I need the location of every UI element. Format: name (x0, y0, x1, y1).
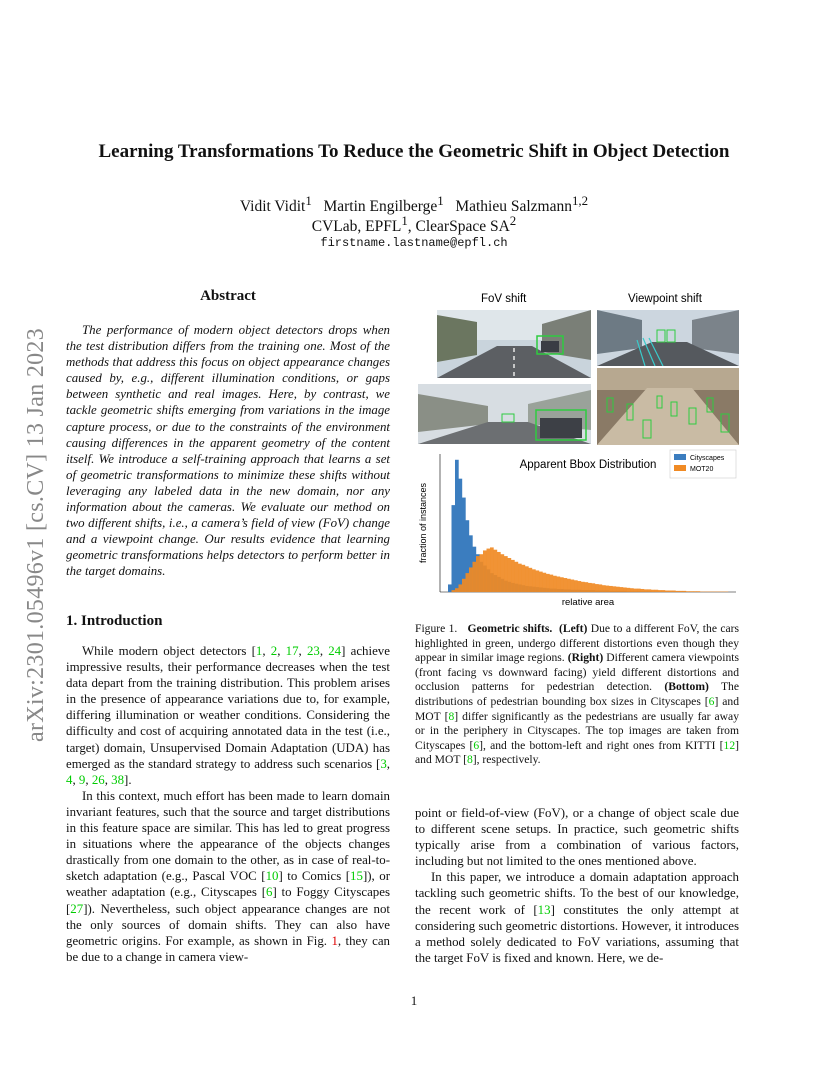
histogram-bar (602, 585, 606, 592)
legend-swatch-cityscapes (674, 454, 686, 460)
histogram-bar (459, 584, 463, 592)
histogram-bar (557, 577, 561, 592)
histogram-bar (529, 568, 533, 592)
author-sup: 1 (437, 193, 444, 208)
citation-link[interactable]: 8 (448, 709, 455, 723)
histogram-bar (480, 554, 484, 592)
histogram-bar (641, 589, 645, 592)
citation-link[interactable]: 17 (285, 644, 299, 658)
arxiv-stamp: arXiv:2301.05496v1 [cs.CV] 13 Jan 2023 (23, 327, 49, 742)
citation-link[interactable]: 12 (723, 738, 736, 752)
figure-link[interactable]: 1 (331, 933, 338, 948)
histogram-bar (686, 591, 690, 592)
chart-title: Apparent Bbox Distribution (519, 459, 657, 471)
histogram-bar (504, 556, 508, 592)
text-run: ], respectively. (472, 753, 541, 767)
text-run: ] and MOT [ (415, 694, 739, 723)
citation-link[interactable]: 23 (306, 644, 320, 658)
right-column-body (415, 805, 739, 966)
citation-link[interactable]: 6 (708, 694, 715, 708)
histogram-bar (648, 589, 652, 592)
histogram-bar (634, 589, 638, 592)
histogram-bar (522, 565, 526, 592)
histogram-bar (473, 562, 477, 592)
citation-link[interactable]: 1 (255, 644, 263, 658)
histogram-bar (651, 590, 655, 592)
citation-link[interactable]: 10 (265, 869, 279, 884)
text-run: , they can be due to a change in camera view- (66, 933, 390, 964)
histogram-bar (665, 590, 669, 592)
histogram-bar (620, 587, 624, 592)
histogram-bar (532, 569, 536, 592)
text-run: While modern object detectors [ (82, 644, 256, 658)
x-axis-label: relative area (561, 597, 615, 608)
legend-label-cityscapes: Cityscapes (690, 455, 725, 462)
histogram-bar (539, 572, 543, 592)
abstract-heading: Abstract (200, 288, 256, 304)
histogram-bar (676, 591, 680, 592)
histogram-bar (452, 590, 456, 592)
page-number: 1 (410, 993, 418, 1008)
affiliation-sup: 1 (401, 213, 408, 228)
text-run: In this context, much effort has been made to learn domain invariant features, such that the source and target distributions in this feature space are similar. This has led to great progress in situations where the appearance of the objects changes drastically from one domain to the other, as in case of real-to-sketch adaptation (e.g., Pascal VOC [ (66, 788, 390, 884)
histogram-bar (606, 586, 610, 592)
citation-link[interactable]: 6 (265, 885, 273, 900)
histogram-bar (581, 582, 585, 592)
histogram-bar (567, 579, 571, 592)
histogram-bar (515, 562, 519, 592)
histogram-bar (690, 591, 694, 592)
text-run: Due to a different FoV, the cars highlighted in green, undergo different distortions even though they appear in similar image regions. (415, 622, 739, 665)
street-photo-top-left (437, 310, 591, 378)
citation-link[interactable]: 27 (70, 901, 84, 916)
bbox-distribution-chart (418, 448, 740, 610)
text-run: ] constitutes the only attempt at considering such geometric distortions. However, it introduces a method solely dedicated to FoV variations, assuming that the target FoV is fixed and known. Here, we de- (415, 902, 740, 965)
legend-label-mot20: MOT20 (690, 466, 714, 473)
text-run: ] and MOT [ (415, 738, 739, 767)
histogram-bar (448, 584, 452, 592)
series-mot20 (452, 547, 729, 592)
text-run: Different camera viewpoints (front facing vs downward facing) yield different distortions and occlusion patterns for pedestrian detection. (415, 651, 739, 694)
histogram-bar (637, 589, 641, 592)
histogram-bar (616, 587, 620, 592)
histogram-bar (483, 550, 487, 592)
histogram-bar (655, 590, 659, 592)
histogram-bar (490, 547, 494, 592)
histogram-bar (476, 556, 480, 592)
abstract-body (66, 322, 390, 580)
histogram-bar (672, 590, 676, 592)
histogram-bar (501, 554, 505, 592)
figure-caption (415, 622, 739, 768)
paper-title: Learning Transformations To Reduce the Geometric Shift in Object Detection (98, 141, 730, 162)
citation-link[interactable]: 24 (328, 644, 342, 658)
author-sup: 1 (305, 193, 312, 208)
histogram-bar (588, 583, 592, 592)
histogram-bar (693, 591, 697, 592)
text-run: ]). Nevertheless, such object appearance changes are not the only sources of domain shifts. They can also have geometric origins. For example, as shown in Fig. (66, 901, 390, 948)
histogram-bar (669, 590, 673, 592)
histogram-bar (679, 591, 683, 592)
histogram-bar (469, 567, 473, 592)
histogram-bar (560, 577, 564, 592)
street-photo-top-right (597, 310, 739, 366)
legend-swatch-mot20 (674, 465, 686, 471)
caption-tag: (Right) (567, 651, 604, 665)
caption-tag: (Left) (559, 622, 588, 635)
text-run: ] to Foggy Cityscapes [ (66, 885, 390, 916)
abstract-text: The performance of modern object detectors drops when the test distribution differs from the training one. Most of the methods that address this focus on object appearance changes caused by, e.g., different illumination conditions, or gaps between synthetic and real images. Here, by contrast, we tackle geometric shifts emerging from variations in the image capture process, or due to the constraints of the environment causing differences in the apparent geometry of the content itself. We introduce a self-training approach that learns a set of geometric transformations to minimize these shifts without leveraging any labeled data in the new domain, nor any information about the cameras. We evaluate our method on two different shifts, i.e., a camera’s field of view (FoV) change and a viewpoint change. Our results evidence that learning geometric transformations helps detectors to perform better in the target domains. (66, 323, 390, 579)
citation-link[interactable]: 2 (270, 644, 278, 658)
intro-body (66, 643, 390, 965)
citation-link[interactable]: 8 (466, 753, 473, 767)
citation-link[interactable]: 15 (350, 869, 363, 884)
histogram-bar (697, 591, 701, 592)
histogram-bar (487, 549, 491, 592)
author-name: Martin Engilberge (323, 198, 438, 216)
citation-link[interactable]: 38 (111, 772, 125, 787)
section-heading-introduction: 1. Introduction (66, 613, 163, 629)
affiliation-company: ClearSpace SA (415, 218, 510, 236)
histogram-bar (459, 479, 463, 592)
histogram-bar (553, 576, 557, 592)
text-run: ]. (124, 772, 132, 787)
histogram-bar (623, 587, 627, 592)
histogram-bar (543, 573, 547, 592)
caption-title: Geometric shifts. (467, 622, 553, 635)
citation-link[interactable]: 6 (473, 738, 480, 752)
histogram-bar (455, 460, 459, 592)
citation-link[interactable]: 3 (380, 756, 387, 771)
histogram-bar (609, 586, 613, 592)
text-run: ] to Comics [ (278, 869, 351, 884)
right-paragraph-2 (415, 869, 739, 966)
histogram-bar (508, 558, 512, 592)
author-name: Vidit Vidit (239, 198, 306, 216)
histogram-bar (564, 578, 568, 592)
histogram-bar (518, 564, 522, 592)
intro-paragraph-2 (66, 788, 390, 965)
histogram-bar (497, 552, 501, 592)
citation-link[interactable]: 9 (78, 772, 86, 787)
histogram-bar (592, 583, 596, 592)
author-sup: 1,2 (571, 193, 589, 208)
histogram-bar (574, 580, 578, 592)
histogram-bar (546, 574, 550, 592)
street-photo-bottom-left (418, 384, 591, 444)
histogram-bar (494, 550, 498, 592)
histogram-bar (658, 590, 662, 592)
histogram-bar (599, 584, 603, 592)
text-run: ]), or weather adaptation (e.g., Cityscapes [ (66, 869, 391, 900)
affiliation-lab: CVLab, EPFL (311, 218, 402, 236)
y-axis-label: fraction of instances (418, 482, 428, 564)
histogram-bar (644, 589, 648, 592)
histogram-bar (511, 560, 515, 592)
text-run: The distributions of pedestrian bounding box sizes in Cityscapes [ (415, 680, 740, 708)
histogram-bar (462, 498, 466, 592)
mall-photo (597, 368, 739, 445)
citation-link[interactable]: 4 (66, 772, 73, 787)
text-run: ] achieve impressive results, their performance decreases when the test data depart from the training distribution. This problem arises in the presence of appearance variations due to, for example, differing illumination or weather conditions. Considering the difficulty and cost of acquiring annotated data in the test (i.e., target) domain, Unsupervised Domain Adaptation (UDA) has emerged as the standard strategy to address such scenarios [ (66, 644, 390, 771)
histogram-bar (578, 581, 582, 592)
figure-label-fov: FoV shift (481, 293, 527, 305)
caption-tag: (Bottom) (664, 680, 709, 694)
caption-prefix: Figure 1. (415, 622, 458, 635)
histogram-bar (571, 580, 575, 592)
author-email: firstname.lastname@epfl.ch (320, 236, 508, 250)
histogram-bar (462, 579, 466, 592)
histogram-bar (613, 586, 617, 592)
text-run: In this paper, we introduce a domain adaptation approach tackling such geometric shifts. To the best of our knowledge, the recent work of [ (415, 870, 739, 917)
histogram-bar (627, 588, 631, 592)
chart-legend (670, 450, 736, 478)
right-paragraph-1: point or field-of-view (FoV), or a change of object scale due to different scene setups. In practice, such geometric shifts typically arise from a combination of various factors, including but not limited to the ones mentioned above. (415, 806, 739, 869)
citation-link[interactable]: 13 (537, 902, 551, 917)
author-name: Mathieu Salzmann (455, 198, 572, 216)
histogram-bar (536, 570, 540, 592)
histogram-bar (525, 566, 529, 592)
affiliation-sep: , (407, 218, 416, 236)
citation-link[interactable]: 26 (91, 772, 105, 787)
histogram-bar (455, 588, 459, 592)
figure-label-viewpoint: Viewpoint shift (628, 293, 702, 305)
histogram-bar (630, 588, 634, 592)
affiliation-sup: 2 (509, 213, 517, 228)
text-run: ] differ significantly as the pedestrians are usually far away or in the periphery in Cityscapes. The top images are taken from Cityscapes [ (415, 709, 739, 752)
text-run: ], and the bottom-left and right ones from KITTI [ (479, 738, 724, 752)
histogram-bar (683, 591, 687, 592)
histogram-bar (662, 590, 666, 592)
histogram-bar (466, 573, 470, 592)
histogram-bar (452, 505, 456, 592)
affiliation (0, 213, 828, 236)
histogram-bar (585, 582, 589, 592)
histogram-bar (550, 575, 554, 592)
intro-paragraph-1: While modern object detectors [1, 2, 17, 23, 24] achieve impressive results, their performance decreases when the test data depart from the training distribution. This problem arises in the presence of appearance variations due to, for example, differing illumination or weather conditions. Considering the difficulty and cost of acquiring annotated data in the test (i.e., target) domain, Unsupervised Domain Adaptation (UDA) has emerged as the standard strategy to address such scenarios [3, 4, 9, 26, 38]. (66, 644, 390, 787)
histogram-bar (595, 584, 599, 592)
